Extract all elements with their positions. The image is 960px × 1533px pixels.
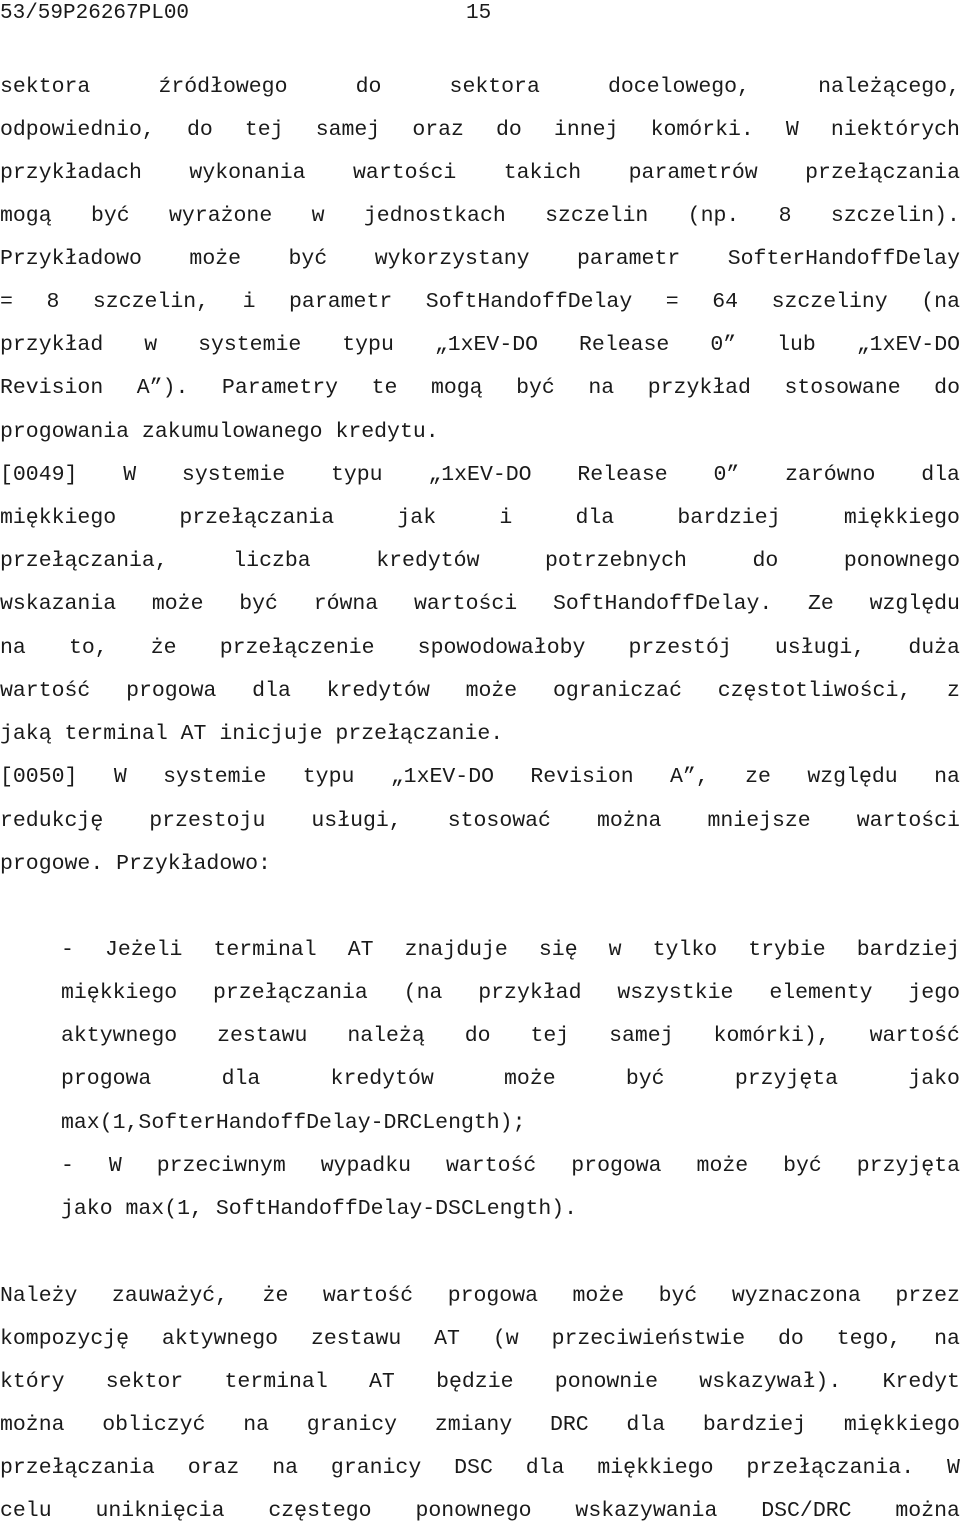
text-line: redukcję przestoju usługi, stosować można mniejsze wartości	[0, 809, 960, 833]
text-line: mogą być wyrażone w jednostkach szczelin (np. 8 szczelin).	[0, 204, 960, 228]
page-number: 15	[466, 2, 492, 25]
text-line: celu uniknięcia częstego ponownego wskazywania DSC/DRC można	[0, 1499, 960, 1523]
text-line: Revision A”). Parametry te mogą być na przykład stosowane do	[0, 376, 960, 400]
text-line: przykład w systemie typu „1xEV-DO Release 0” lub „1xEV-DO	[0, 333, 960, 357]
text-line: można obliczyć na granicy zmiany DRC dla bardziej miękkiego	[0, 1413, 960, 1437]
list-item-line: - Jeżeli terminal AT znajduje się w tylko trybie bardziej	[61, 938, 960, 962]
text-line: przełączania, liczba kredytów potrzebnych do ponownego	[0, 549, 960, 573]
text-line: wartość progowa dla kredytów może ograniczać częstotliwości, z	[0, 679, 960, 703]
text-line: jaką terminal AT inicjuje przełączanie.	[0, 722, 504, 746]
text-line: Należy zauważyć, że wartość progowa może być wyznaczona przez	[0, 1284, 960, 1308]
page-header	[0, 0, 960, 28]
text-line: progowania zakumulowanego kredytu.	[0, 420, 439, 444]
paragraph-0050-line: [0050] W systemie typu „1xEV-DO Revision A”, ze względu na	[0, 765, 960, 789]
text-line: sektora źródłowego do sektora docelowego, należącego,	[0, 75, 960, 99]
list-item-line: progowa dla kredytów może być przyjęta jako	[61, 1067, 960, 1091]
list-item-line: max(1,SofterHandoffDelay-DRCLength);	[61, 1111, 526, 1135]
text-line: kompozycję aktywnego zestawu AT (w przeciwieństwie do tego, na	[0, 1327, 960, 1351]
list-item-line: miękkiego przełączania (na przykład wszystkie elementy jego	[61, 981, 960, 1005]
text-line: który sektor terminal AT będzie ponownie wskazywał). Kredyt	[0, 1370, 960, 1394]
text-line: przykładach wykonania wartości takich parametrów przełączania	[0, 161, 960, 185]
text-line: progowe. Przykładowo:	[0, 852, 271, 876]
text-line: = 8 szczelin, i parametr SoftHandoffDelay = 64 szczeliny (na	[0, 290, 960, 314]
paragraph-0049-line: [0049] W systemie typu „1xEV-DO Release 0” zarówno dla	[0, 463, 960, 487]
text-line: Przykładowo może być wykorzystany parametr SofterHandoffDelay	[0, 247, 960, 271]
list-item-line: aktywnego zestawu należą do tej samej komórki), wartość	[61, 1024, 960, 1048]
text-line: miękkiego przełączania jak i dla bardziej miękkiego	[0, 506, 960, 530]
text-line: przełączania oraz na granicy DSC dla miękkiego przełączania. W	[0, 1456, 960, 1480]
text-line: odpowiednio, do tej samej oraz do innej komórki. W niektórych	[0, 118, 960, 142]
list-item-line: - W przeciwnym wypadku wartość progowa może być przyjęta	[61, 1154, 960, 1178]
list-item-line: jako max(1, SoftHandoffDelay-DSCLength).	[61, 1197, 578, 1221]
document-id: 53/59P26267PL00	[0, 2, 190, 25]
text-line: na to, że przełączenie spowodowałoby przestój usługi, duża	[0, 636, 960, 660]
text-line: wskazania może być równa wartości SoftHandoffDelay. Ze względu	[0, 592, 960, 616]
